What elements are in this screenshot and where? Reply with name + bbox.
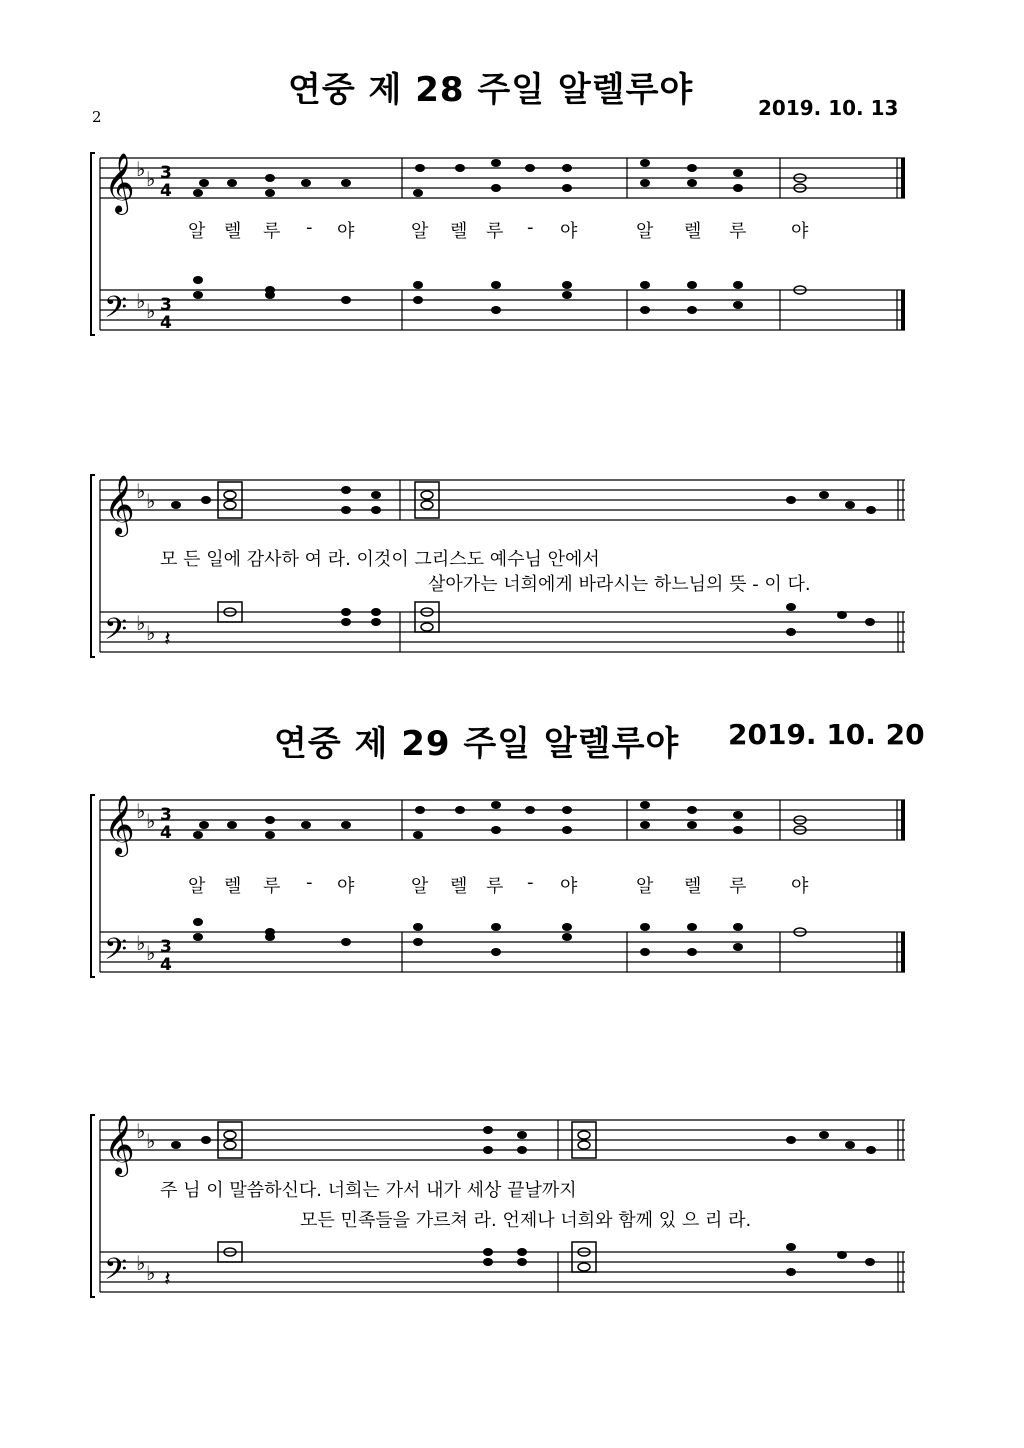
rest-icon: 𝄽 xyxy=(164,1267,171,1292)
psalm-1-verse-line-2: 살아가는 너희에게 바라시는 하느님의 뜻 - 이 다. xyxy=(428,574,811,595)
psalm-2-verse-line-1: 주 님 이 말씀하신다. 너희는 가서 내가 세상 끝날까지 xyxy=(160,1180,577,1201)
svg-text:♭: ♭ xyxy=(136,1119,146,1143)
svg-text:♭: ♭ xyxy=(146,621,156,645)
bass-clef-icon: 𝄢 xyxy=(104,613,128,654)
svg-text:3: 3 xyxy=(160,295,172,315)
psalm-2-verse-line-2: 모든 민족들을 가르쳐 라. 언제나 너희와 함께 있 으 리 라. xyxy=(300,1210,752,1231)
flat-icon: ♭ xyxy=(136,157,146,181)
svg-text:4: 4 xyxy=(160,955,172,975)
time-sig-top: 3 xyxy=(160,163,172,183)
svg-text:♭: ♭ xyxy=(146,167,156,191)
svg-text:3: 3 xyxy=(160,805,172,825)
bass-clef-icon: 𝄢 xyxy=(104,291,128,332)
svg-text:4: 4 xyxy=(160,313,172,333)
treble-clef-icon: 𝄞 xyxy=(104,475,135,535)
psalm-1-title: 연중 제 28 주일 알렐루야 xyxy=(288,70,694,110)
brace-icon xyxy=(91,153,95,335)
treble-clef-icon: 𝄞 xyxy=(104,1115,135,1175)
psalm-2-title: 연중 제 29 주일 알렐루야 xyxy=(274,724,680,764)
svg-text:♭: ♭ xyxy=(136,799,146,823)
svg-text:♭: ♭ xyxy=(146,489,156,513)
psalm-1-refrain-staves xyxy=(100,158,905,330)
brace-icon xyxy=(91,1115,95,1297)
psalm-1-verse-line-1: 모 든 일에 감사하 여 라. 이것이 그리스도 예수님 안에서 xyxy=(160,549,600,570)
bass-clef-icon: 𝄢 xyxy=(104,933,128,974)
svg-text:♭: ♭ xyxy=(146,299,156,323)
svg-text:♭: ♭ xyxy=(146,1261,156,1285)
svg-text:♭: ♭ xyxy=(136,479,146,503)
brace-icon xyxy=(91,475,95,657)
psalm-1-refrain-lyrics: 알 렐 루 - 야 알 렐 루 - 야 알 렐 루 야 xyxy=(188,217,809,242)
treble-clef-icon: 𝄞 xyxy=(104,795,135,855)
svg-text:3: 3 xyxy=(160,937,172,957)
psalm-2-date: 2019. 10. 20 xyxy=(728,718,925,751)
psalm-1-date: 2019. 10. 13 xyxy=(758,96,899,120)
svg-text:♭: ♭ xyxy=(136,931,146,955)
svg-text:4: 4 xyxy=(160,823,172,843)
svg-text:♭: ♭ xyxy=(146,809,156,833)
svg-text:♭: ♭ xyxy=(136,1251,146,1275)
time-sig-bottom: 4 xyxy=(160,181,172,201)
svg-text:♭: ♭ xyxy=(146,1129,156,1153)
treble-clef-icon: 𝄞 xyxy=(104,153,135,213)
psalm-2-refrain-lyrics: 알 렐 루 - 야 알 렐 루 - 야 알 렐 루 야 xyxy=(188,872,809,897)
svg-text:♭: ♭ xyxy=(146,941,156,965)
bass-clef-icon: 𝄢 xyxy=(104,1253,128,1294)
flat-icon: ♭ xyxy=(136,289,146,313)
rest-icon: 𝄽 xyxy=(164,627,171,652)
page-number: 2 xyxy=(92,108,102,126)
svg-text:♭: ♭ xyxy=(136,611,146,635)
